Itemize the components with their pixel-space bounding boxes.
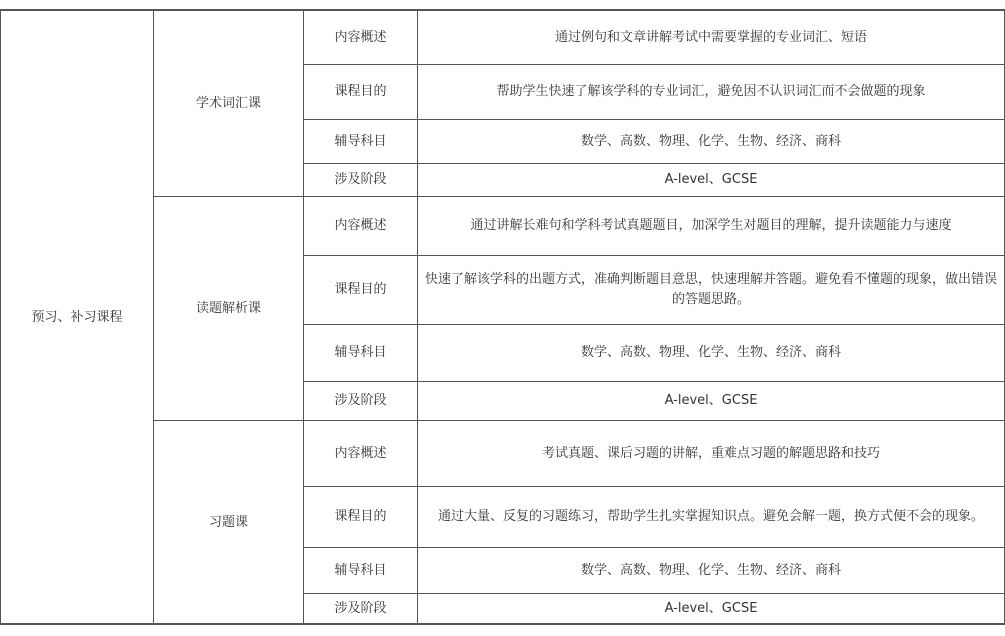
overview-value: 通过例句和文章讲解考试中需要掌握的专业词汇、短语 (418, 11, 1005, 65)
course-table (0, 10, 1005, 625)
course-name-cell: 习题课 (154, 421, 304, 625)
attr-label-subjects: 辅导科目 (304, 120, 418, 164)
goal-value: 帮助学生快速了解该学科的专业词汇，避免因不认识词汇而不会做题的现象 (418, 65, 1005, 120)
overview-value: 考试真题、课后习题的讲解，重难点习题的解题思路和技巧 (418, 421, 1005, 487)
attr-label-goal: 课程目的 (304, 487, 418, 548)
table-row (1, 11, 1005, 65)
attr-label-stage: 涉及阶段 (304, 382, 418, 421)
top-table-border (0, 0, 1005, 10)
attr-label-overview: 内容概述 (304, 11, 418, 65)
attr-label-stage: 涉及阶段 (304, 594, 418, 625)
goal-value: 通过大量、反复的习题练习，帮助学生扎实掌握知识点。避免会解一题，换方式便不会的现象。 (418, 487, 1005, 548)
goal-value: 快速了解该学科的出题方式，准确判断题目意思，快速理解并答题。避免看不懂题的现象，做出错误的答题思路。 (418, 256, 1005, 325)
attr-label-overview: 内容概述 (304, 421, 418, 487)
subjects-value: 数学、高数、物理、化学、生物、经济、商科 (418, 548, 1005, 594)
attr-label-subjects: 辅导科目 (304, 548, 418, 594)
overview-value: 通过讲解长难句和学科考试真题题目，加深学生对题目的理解，提升读题能力与速度 (418, 197, 1005, 256)
stage-value: A-level、GCSE (418, 594, 1005, 625)
attr-label-goal: 课程目的 (304, 256, 418, 325)
category-cell: 预习、补习课程 (1, 11, 154, 625)
stage-value: A-level、GCSE (418, 164, 1005, 197)
bottom-table-border (0, 623, 1005, 636)
attr-label-subjects: 辅导科目 (304, 325, 418, 382)
stage-value: A-level、GCSE (418, 382, 1005, 421)
course-name-cell: 读题解析课 (154, 197, 304, 421)
subjects-value: 数学、高数、物理、化学、生物、经济、商科 (418, 120, 1005, 164)
course-name-cell: 学术词汇课 (154, 11, 304, 197)
subjects-value: 数学、高数、物理、化学、生物、经济、商科 (418, 325, 1005, 382)
attr-label-overview: 内容概述 (304, 197, 418, 256)
attr-label-stage: 涉及阶段 (304, 164, 418, 197)
attr-label-goal: 课程目的 (304, 65, 418, 120)
